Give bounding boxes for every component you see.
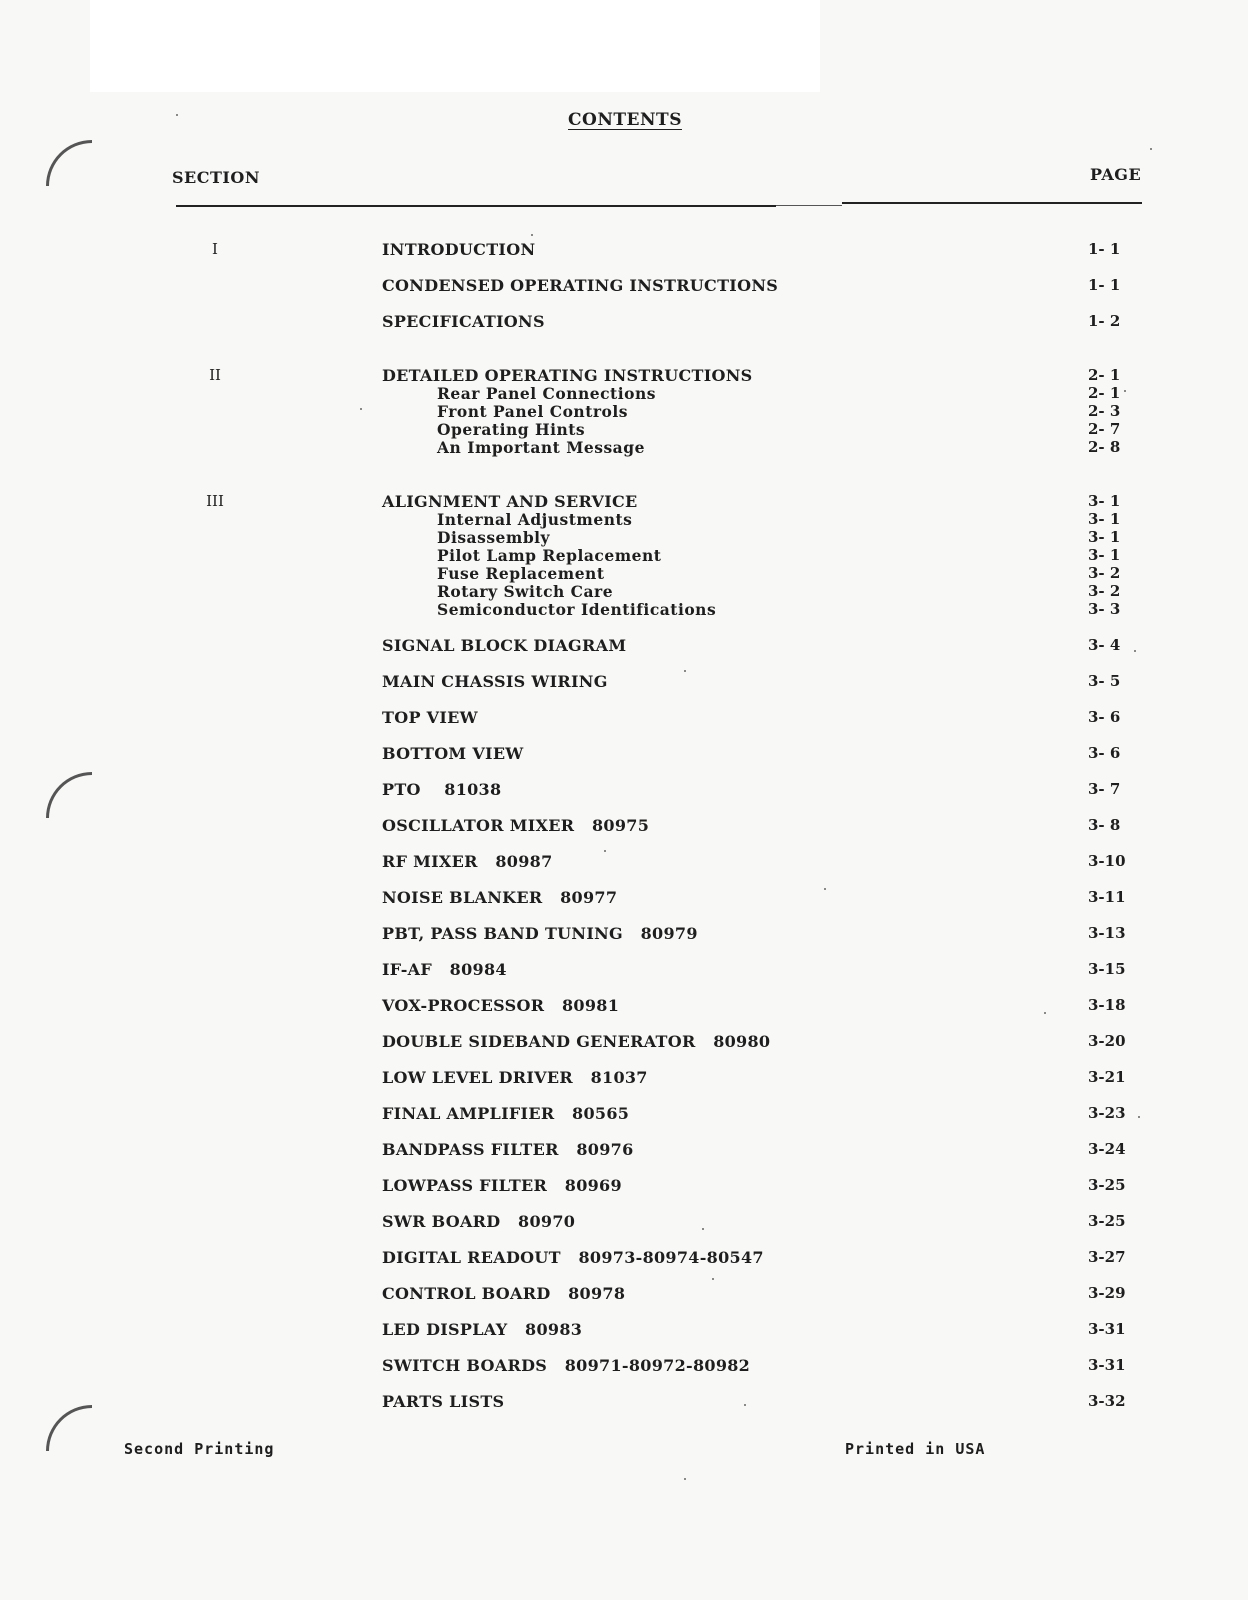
toc-entry [0,1320,1248,1340]
scan-speck [176,114,178,116]
scan-speck [824,888,826,890]
toc-entry [0,1392,1248,1412]
entry-title: SIGNAL BLOCK DIAGRAM [382,636,627,655]
page-number: 3-25 [1088,1212,1126,1230]
toc-subentry [0,564,1248,584]
toc-subentry [0,438,1248,458]
toc-entry [0,924,1248,944]
entry-title: FINAL AMPLIFIER 80565 [382,1104,630,1123]
scan-speck [1124,390,1126,392]
toc-entry [0,888,1248,908]
entry-title: CONTROL BOARD 80978 [382,1284,626,1303]
page-number: 3- 1 [1088,528,1121,546]
entry-title: PBT, PASS BAND TUNING 80979 [382,924,698,943]
entry-title: CONDENSED OPERATING INSTRUCTIONS [382,276,779,295]
page-number: 2- 7 [1088,420,1121,438]
section-number: II [209,366,221,384]
toc-subentry [0,600,1248,620]
page-number: 3- 2 [1088,582,1121,600]
scan-speck [684,670,686,672]
entry-title: BANDPASS FILTER 80976 [382,1140,634,1159]
printing-note: Second Printing [124,1440,275,1458]
toc-entry [0,996,1248,1016]
entry-title: Rear Panel Connections [437,384,656,403]
page-number: 3-18 [1088,996,1126,1014]
toc-entry [0,780,1248,800]
toc-entry [0,492,1248,512]
scan-speck [360,408,362,410]
toc-subentry [0,420,1248,440]
page-number: 3- 7 [1088,780,1121,798]
page-number: 1- 2 [1088,312,1121,330]
entry-title: Front Panel Controls [437,402,628,421]
toc-entry [0,240,1248,260]
page-number: 3-29 [1088,1284,1126,1302]
entry-title: TOP VIEW [382,708,478,727]
entry-title: ALIGNMENT AND SERVICE [382,492,638,511]
entry-title: Pilot Lamp Replacement [437,546,662,565]
section-column-header: SECTION [172,168,260,187]
page-number: 3-31 [1088,1356,1126,1374]
scan-speck [531,234,533,236]
page-title: CONTENTS [568,110,682,130]
toc-subentry [0,582,1248,602]
page-number: 3-11 [1088,888,1126,906]
entry-title: SWR BOARD 80970 [382,1212,576,1231]
toc-entry [0,1176,1248,1196]
page-number: 3- 8 [1088,816,1121,834]
toc-entry [0,312,1248,332]
page-number: 3-27 [1088,1248,1126,1266]
scan-speck [712,1278,714,1280]
page-number: 3- 4 [1088,636,1121,654]
toc-subentry [0,510,1248,530]
entry-title: SWITCH BOARDS 80971-80972-80982 [382,1356,751,1375]
page-number: 3- 1 [1088,546,1121,564]
header-rule-gap [776,205,842,206]
entry-title: BOTTOM VIEW [382,744,524,763]
entry-title: NOISE BLANKER 80977 [382,888,618,907]
page-number: 3- 2 [1088,564,1121,582]
entry-title: VOX-PROCESSOR 80981 [382,996,620,1015]
toc-entry [0,276,1248,296]
toc-subentry [0,402,1248,422]
scan-speck [1044,1012,1046,1014]
page-number: 2- 8 [1088,438,1121,456]
entry-title: OSCILLATOR MIXER 80975 [382,816,650,835]
entry-title: MAIN CHASSIS WIRING [382,672,608,691]
toc-entry [0,366,1248,386]
entry-title: RF MIXER 80987 [382,852,553,871]
entry-title: INTRODUCTION [382,240,536,259]
page-number: 3- 1 [1088,492,1121,510]
toc-subentry [0,384,1248,404]
entry-title: DIGITAL READOUT 80973-80974-80547 [382,1248,764,1267]
toc-entry [0,708,1248,728]
scan-speck [684,1478,686,1480]
entry-title: DETAILED OPERATING INSTRUCTIONS [382,366,753,385]
header-rule [842,202,1142,204]
toc-subentry [0,528,1248,548]
page-number: 3-24 [1088,1140,1126,1158]
toc-entry [0,636,1248,656]
page-number: 2- 1 [1088,366,1121,384]
toc-entry [0,816,1248,836]
section-number: I [212,240,218,258]
entry-title: LED DISPLAY 80983 [382,1320,583,1339]
entry-title: LOW LEVEL DRIVER 81037 [382,1068,648,1087]
toc-entry [0,852,1248,872]
entry-title: SPECIFICATIONS [382,312,545,331]
toc-entry [0,672,1248,692]
toc-entry [0,1248,1248,1268]
toc-entry [0,1032,1248,1052]
entry-title: LOWPASS FILTER 80969 [382,1176,622,1195]
entry-title: An Important Message [437,438,645,457]
toc-entry [0,1284,1248,1304]
entry-title: Operating Hints [437,420,586,439]
page-number: 3- 3 [1088,600,1121,618]
page-column-header: PAGE [1090,165,1142,184]
page-number: 2- 3 [1088,402,1121,420]
toc-entry [0,1068,1248,1088]
entry-title: Semiconductor Identifications [437,600,717,619]
page-number: 3-10 [1088,852,1126,870]
entry-title: PTO 81038 [382,780,502,799]
page-number: 3- 6 [1088,744,1121,762]
page-number: 3-21 [1088,1068,1126,1086]
printed-in-note: Printed in USA [845,1440,986,1458]
page-number: 3-15 [1088,960,1126,978]
toc-entry [0,1104,1248,1124]
page-number: 3- 5 [1088,672,1121,690]
page-number: 3-31 [1088,1320,1126,1338]
entry-title: PARTS LISTS [382,1392,505,1411]
toc-subentry [0,546,1248,566]
scan-speck [702,1228,704,1230]
header-rule [176,205,776,207]
entry-title: Rotary Switch Care [437,582,614,601]
page-number: 2- 1 [1088,384,1121,402]
page-number: 3-32 [1088,1392,1126,1410]
entry-title: Fuse Replacement [437,564,605,583]
entry-title: Disassembly [437,528,551,547]
toc-entry [0,744,1248,764]
scan-speck [1138,1116,1140,1118]
toc-entry [0,960,1248,980]
toc-entry [0,1140,1248,1160]
scan-highlight-band [90,0,820,92]
page-number: 3-25 [1088,1176,1126,1194]
section-number: III [206,492,224,510]
page-number: 3- 1 [1088,510,1121,528]
toc-entry [0,1356,1248,1376]
page-number: 1- 1 [1088,276,1121,294]
scan-speck [604,850,606,852]
binder-hole-icon [46,140,92,186]
entry-title: Internal Adjustments [437,510,633,529]
page-number: 1- 1 [1088,240,1121,258]
page-number: 3-13 [1088,924,1126,942]
scan-speck [1150,148,1152,150]
page-number: 3-23 [1088,1104,1126,1122]
page-number: 3-20 [1088,1032,1126,1050]
scan-speck [1134,650,1136,652]
toc-entry [0,1212,1248,1232]
page-number: 3- 6 [1088,708,1121,726]
entry-title: IF-AF 80984 [382,960,507,979]
scan-speck [744,1404,746,1406]
entry-title: DOUBLE SIDEBAND GENERATOR 80980 [382,1032,771,1051]
